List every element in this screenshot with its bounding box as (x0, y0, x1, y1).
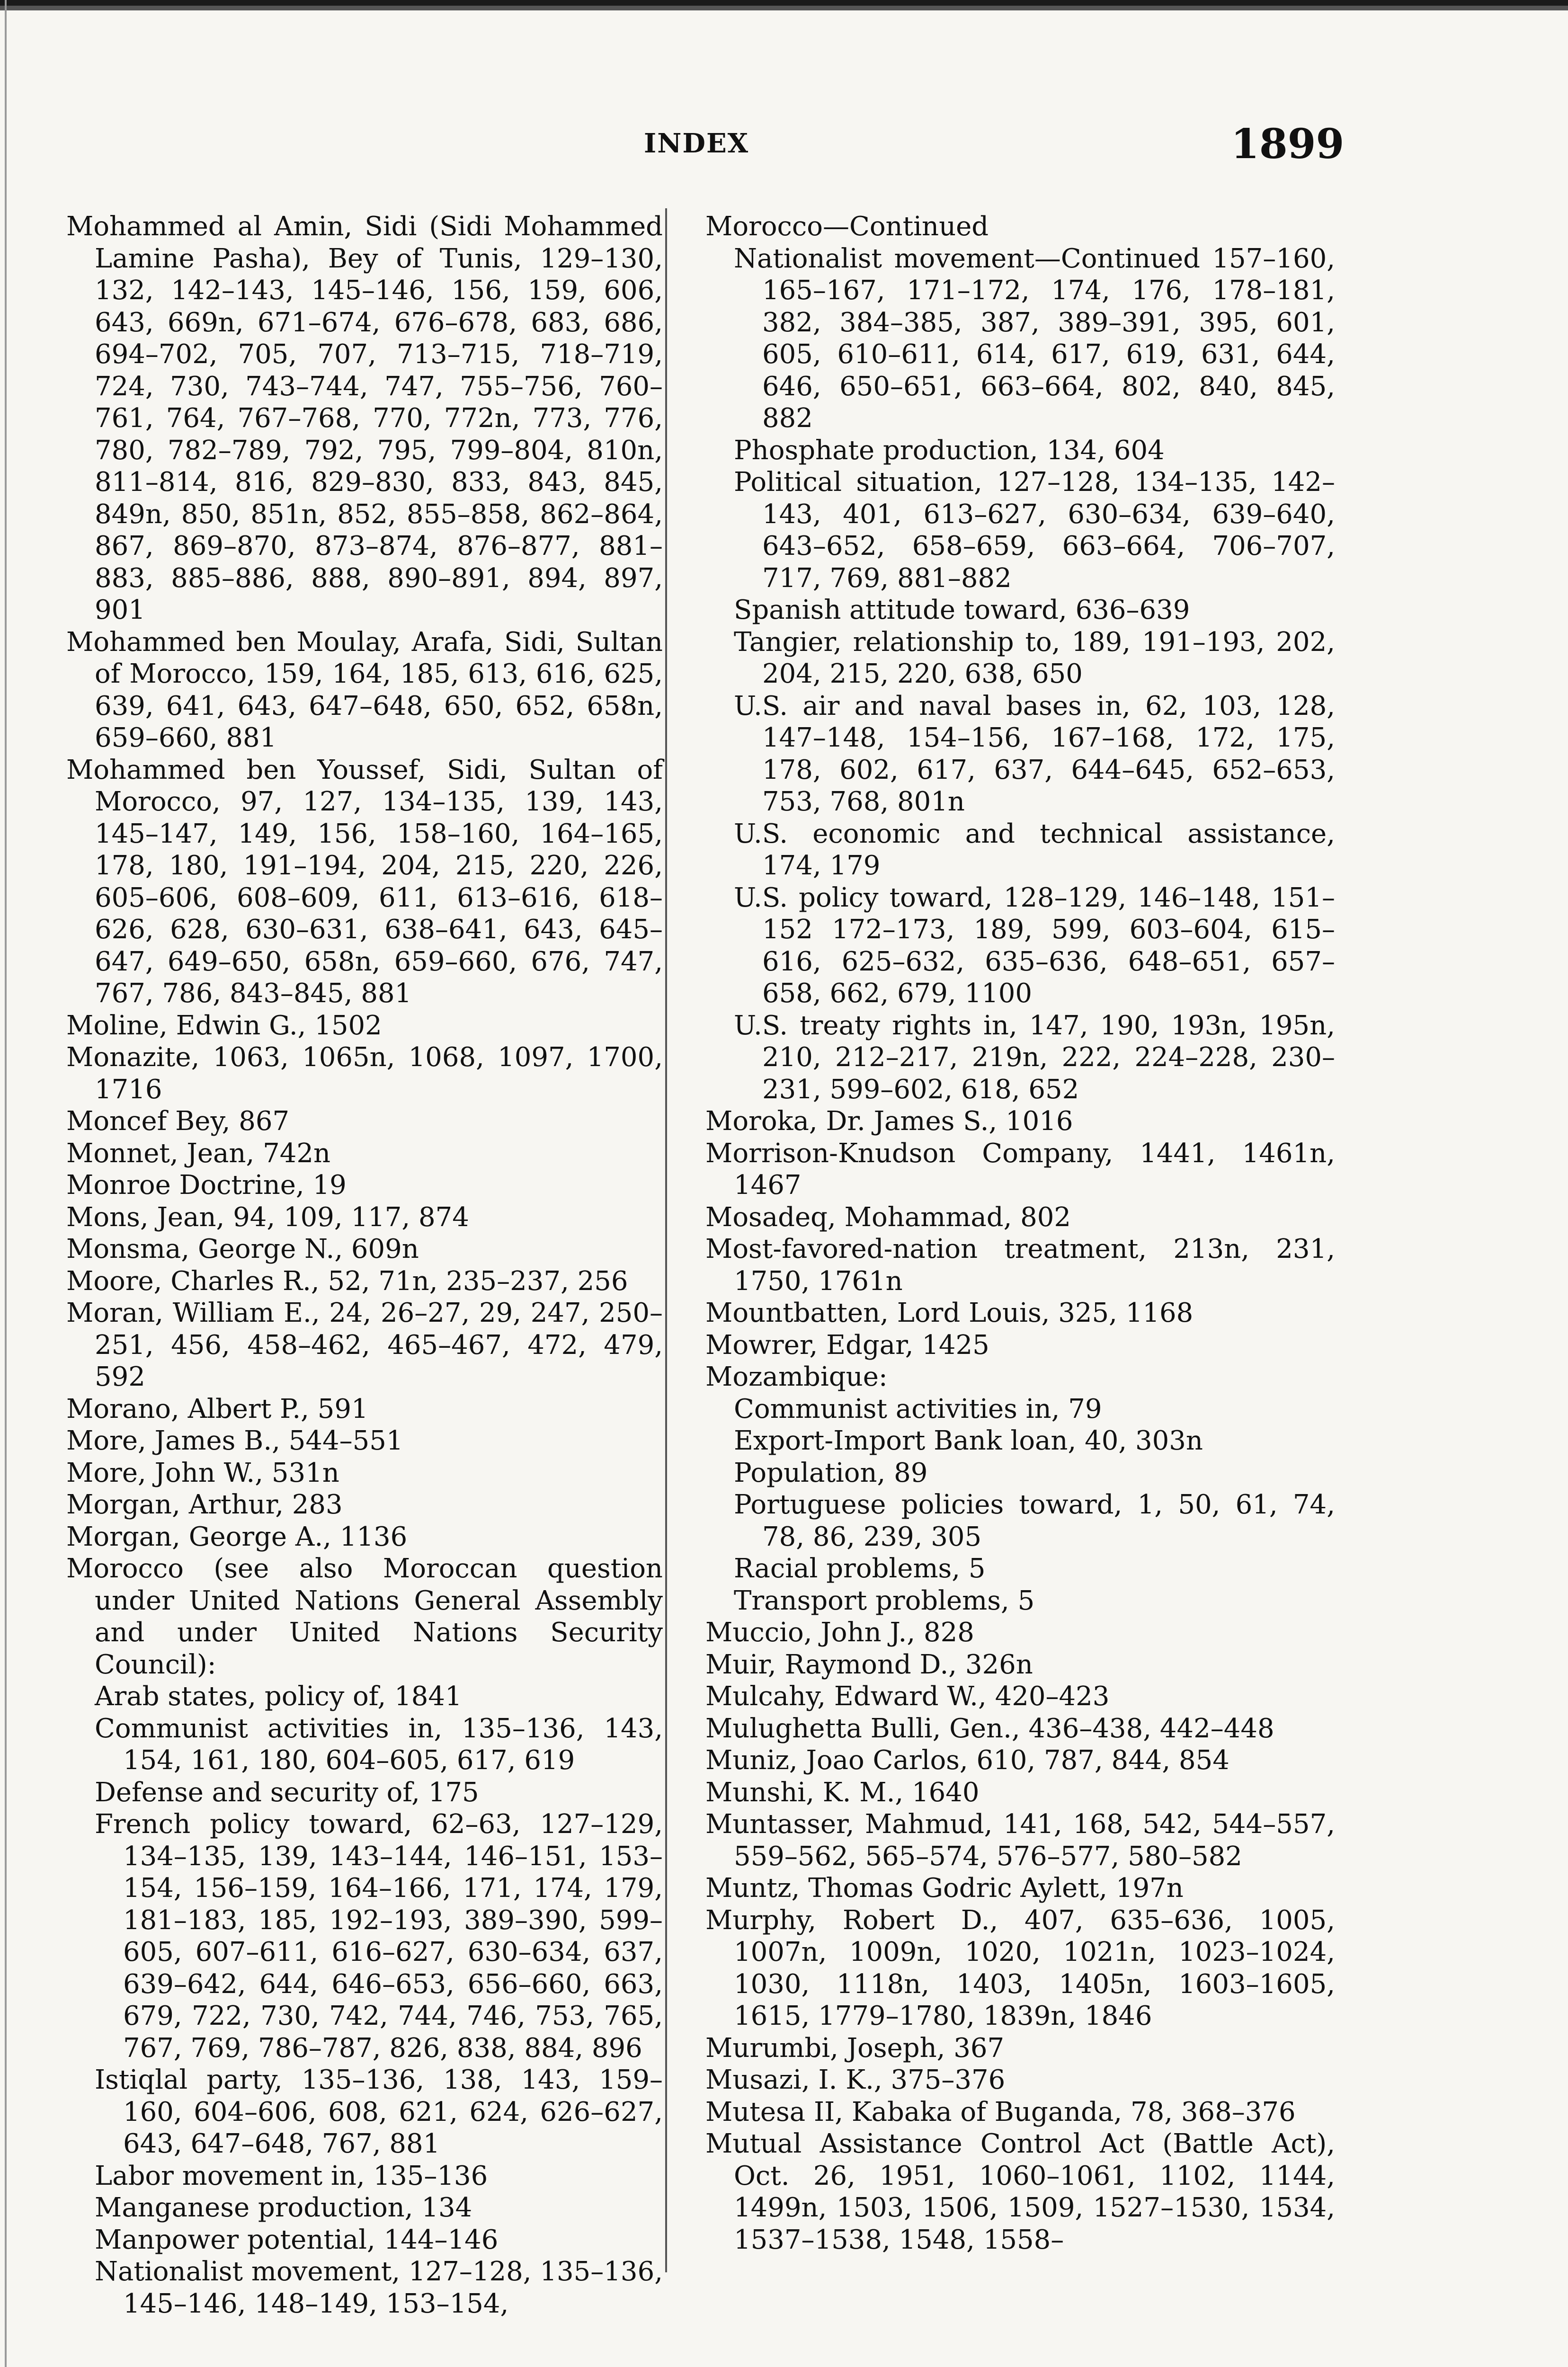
index-entry: Muntasser, Mahmud, 141, 168, 542, 544–557, 559–562, 565–574, 576–577, 580–582 (705, 1809, 1335, 1872)
index-subentry: Nationalist movement—Continued 157–160, 165–167, 171–172, 174, 176, 178–181, 382, 384–385, 387, 389–391, 395, 601, 605, 610–611, 614, 617, 619, 631, 644, 646, 650–651, 663–664, 802, 840, 845, 882 (734, 243, 1335, 434)
index-entry: Mutesa II, Kabaka of Buganda, 78, 368–376 (705, 2096, 1296, 2127)
index-entry: Mountbatten, Lord Louis, 325, 1168 (705, 1298, 1194, 1328)
index-subentry: U.S. economic and technical assistance, 174, 179 (734, 818, 1335, 881)
index-column-left (66, 211, 663, 2320)
index-subentry: French policy toward, 62–63, 127–129, 134–135, 139, 143–144, 146–151, 153–154, 156–159, 164–166, 171, 174, 179, 181–183, 185, 192–193, 389–390, 599–605, 607–611, 616–627, 630–634, 637, 639–642, 644, 646–653, 656–660, 663, 679, 722, 730, 742, 744, 746, 753, 765, 767, 769, 786–787, 826, 838, 884, 896 (95, 1809, 663, 2064)
index-subentry: Nationalist movement, 127–128, 135–136, 145–146, 148–149, 153–154, (95, 2256, 663, 2319)
index-entry: Mutual Assistance Control Act (Battle Act), Oct. 26, 1951, 1060–1061, 1102, 1144, 1499n, 1503, 1506, 1509, 1527–1530, 1534, 1537–1538, 1548, 1558– (705, 2128, 1335, 2255)
running-title: INDEX (644, 128, 749, 159)
index-subentry: Communist activities in, 135–136, 143, 154, 161, 180, 604–605, 617, 619 (95, 1713, 663, 1776)
index-subentry: Racial problems, 5 (734, 1553, 986, 1584)
column-divider (665, 208, 667, 2272)
index-subentry: Export-Import Bank loan, 40, 303n (734, 1425, 1203, 1456)
index-subentry: Spanish attitude toward, 636–639 (734, 595, 1190, 625)
index-subentry: Population, 89 (734, 1457, 928, 1488)
index-subentry: U.S. air and naval bases in, 62, 103, 128, 147–148, 154–156, 167–168, 172, 175, 178, 602, 617, 637, 644–645, 652–653, 753, 768, 801n (734, 690, 1335, 817)
index-entry: Morano, Albert P., 591 (66, 1393, 368, 1424)
index-entry: Mowrer, Edgar, 1425 (705, 1329, 989, 1361)
index-entry: Murumbi, Joseph, 367 (705, 2032, 1005, 2064)
index-subentry: Defense and security of, 175 (95, 1777, 479, 1808)
index-entry: Most-favored-nation treatment, 213n, 231, 1750, 1761n (705, 1234, 1335, 1297)
index-subentry: Phosphate production, 134, 604 (734, 435, 1165, 466)
index-entry: Morgan, George A., 1136 (66, 1521, 408, 1552)
index-entry: Monnet, Jean, 742n (66, 1138, 331, 1169)
page-number: 1899 (1231, 120, 1345, 168)
index-entry: Mulughetta Bulli, Gen., 436–438, 442–448 (705, 1713, 1274, 1744)
index-entry: Muir, Raymond D., 326n (705, 1649, 1033, 1680)
index-entry: Moran, William E., 24, 26–27, 29, 247, 250–251, 456, 458–462, 465–467, 472, 479, 592 (66, 1298, 663, 1392)
index-entry: Mulcahy, Edward W., 420–423 (705, 1681, 1110, 1712)
index-subentry: Arab states, policy of, 1841 (95, 1681, 462, 1712)
index-entry: Mohammed al Amin, Sidi (Sidi Mohammed Lamine Pasha), Bey of Tunis, 129–130, 132, 142–143, 145–146, 156, 159, 606, 643, 669n, 671–674, 676–678, 683, 686, 694–702, 705, 707, 713–715, 718–719, 724, 730, 743–744, 747, 755–756, 760–761, 764, 767–768, 770, 772n, 773, 776, 780, 782–789, 792, 795, 799–804, 810n, 811–814, 816, 829–830, 833, 843, 845, 849n, 850, 851n, 852, 855–858, 862–864, 867, 869–870, 873–874, 876–877, 881–883, 885–886, 888, 890–891, 894, 897, 901 (66, 211, 663, 625)
index-entry: Morocco (see also Moroccan question under United Nations General Assembly and under United Nations Security Council): (66, 1553, 663, 1680)
index-entry: Moore, Charles R., 52, 71n, 235–237, 256 (66, 1265, 628, 1297)
index-subentry: Tangier, relationship to, 189, 191–193, 202, 204, 215, 220, 638, 650 (734, 626, 1335, 689)
index-entry: Muniz, Joao Carlos, 610, 787, 844, 854 (705, 1745, 1229, 1776)
index-entry: Morrison-Knudson Company, 1441, 1461n, 1467 (705, 1138, 1335, 1201)
index-entry: Muntz, Thomas Godric Aylett, 197n (705, 1873, 1184, 1904)
index-entry: Morocco—Continued (705, 211, 989, 242)
index-subentry: Istiqlal party, 135–136, 138, 143, 159–160, 604–606, 608, 621, 624, 626–627, 643, 647–648, 767, 881 (95, 2064, 663, 2159)
page-header (0, 118, 1568, 180)
index-entry: Moline, Edwin G., 1502 (66, 1010, 382, 1041)
index-entry: Moncef Bey, 867 (66, 1106, 290, 1137)
index-entry: Monroe Doctrine, 19 (66, 1170, 347, 1201)
index-entry: More, John W., 531n (66, 1457, 339, 1488)
index-entry: Murphy, Robert D., 407, 635–636, 1005, 1007n, 1009n, 1020, 1021n, 1023–1024, 1030, 1118n, 1403, 1405n, 1603–1605, 1615, 1779–1780, 1839n, 1846 (705, 1904, 1335, 2031)
index-subentry: U.S. treaty rights in, 147, 190, 193n, 195n, 210, 212–217, 219n, 222, 224–228, 230–231, 599–602, 618, 652 (734, 1010, 1335, 1105)
index-subentry: Manpower potential, 144–146 (95, 2224, 499, 2255)
index-entry: Munshi, K. M., 1640 (705, 1777, 980, 1808)
index-entry: Mohammed ben Moulay, Arafa, Sidi, Sultan of Morocco, 159, 164, 185, 613, 616, 625, 639, 641, 643, 647–648, 650, 652, 658n, 659–660, 881 (66, 626, 663, 753)
index-entry: Mozambique: (705, 1361, 888, 1392)
index-entry: Moroka, Dr. James S., 1016 (705, 1106, 1073, 1137)
index-entry: More, James B., 544–551 (66, 1425, 403, 1456)
index-subentry: Political situation, 127–128, 134–135, 142–143, 401, 613–627, 630–634, 639–640, 643–652, 658–659, 663–664, 706–707, 717, 769, 881–882 (734, 467, 1335, 594)
index-entry: Monsma, George N., 609n (66, 1234, 419, 1264)
index-subentry: Portuguese policies toward, 1, 50, 61, 74, 78, 86, 239, 305 (734, 1489, 1335, 1552)
scan-top-edge (0, 0, 1568, 10)
index-subentry: Labor movement in, 135–136 (95, 2160, 488, 2191)
scan-left-edge (5, 0, 7, 2367)
index-subentry: Communist activities in, 79 (734, 1393, 1102, 1424)
index-entry: Muccio, John J., 828 (705, 1617, 974, 1648)
index-subentry: Transport problems, 5 (734, 1585, 1035, 1616)
index-column-right (705, 211, 1335, 2256)
index-entry: Musazi, I. K., 375–376 (705, 2064, 1006, 2095)
index-entry: Monazite, 1063, 1065n, 1068, 1097, 1700, 1716 (66, 1042, 663, 1105)
index-entry: Mons, Jean, 94, 109, 117, 874 (66, 1201, 469, 1233)
index-entry: Mosadeq, Mohammad, 802 (705, 1201, 1071, 1233)
index-entry: Mohammed ben Youssef, Sidi, Sultan of Morocco, 97, 127, 134–135, 139, 143, 145–147, 149, 156, 158–160, 164–165, 178, 180, 191–194, 204, 215, 220, 226, 605–606, 608–609, 611, 613–616, 618–626, 628, 630–631, 638–641, 643, 645–647, 649–650, 658n, 659–660, 676, 747, 767, 786, 843–845, 881 (66, 754, 663, 1009)
index-subentry: Manganese production, 134 (95, 2192, 472, 2223)
index-entry: Morgan, Arthur, 283 (66, 1489, 343, 1520)
index-subentry: U.S. policy toward, 128–129, 146–148, 151–152 172–173, 189, 599, 603–604, 615–616, 625–632, 635–636, 648–651, 657–658, 662, 679, 1100 (734, 882, 1335, 1009)
